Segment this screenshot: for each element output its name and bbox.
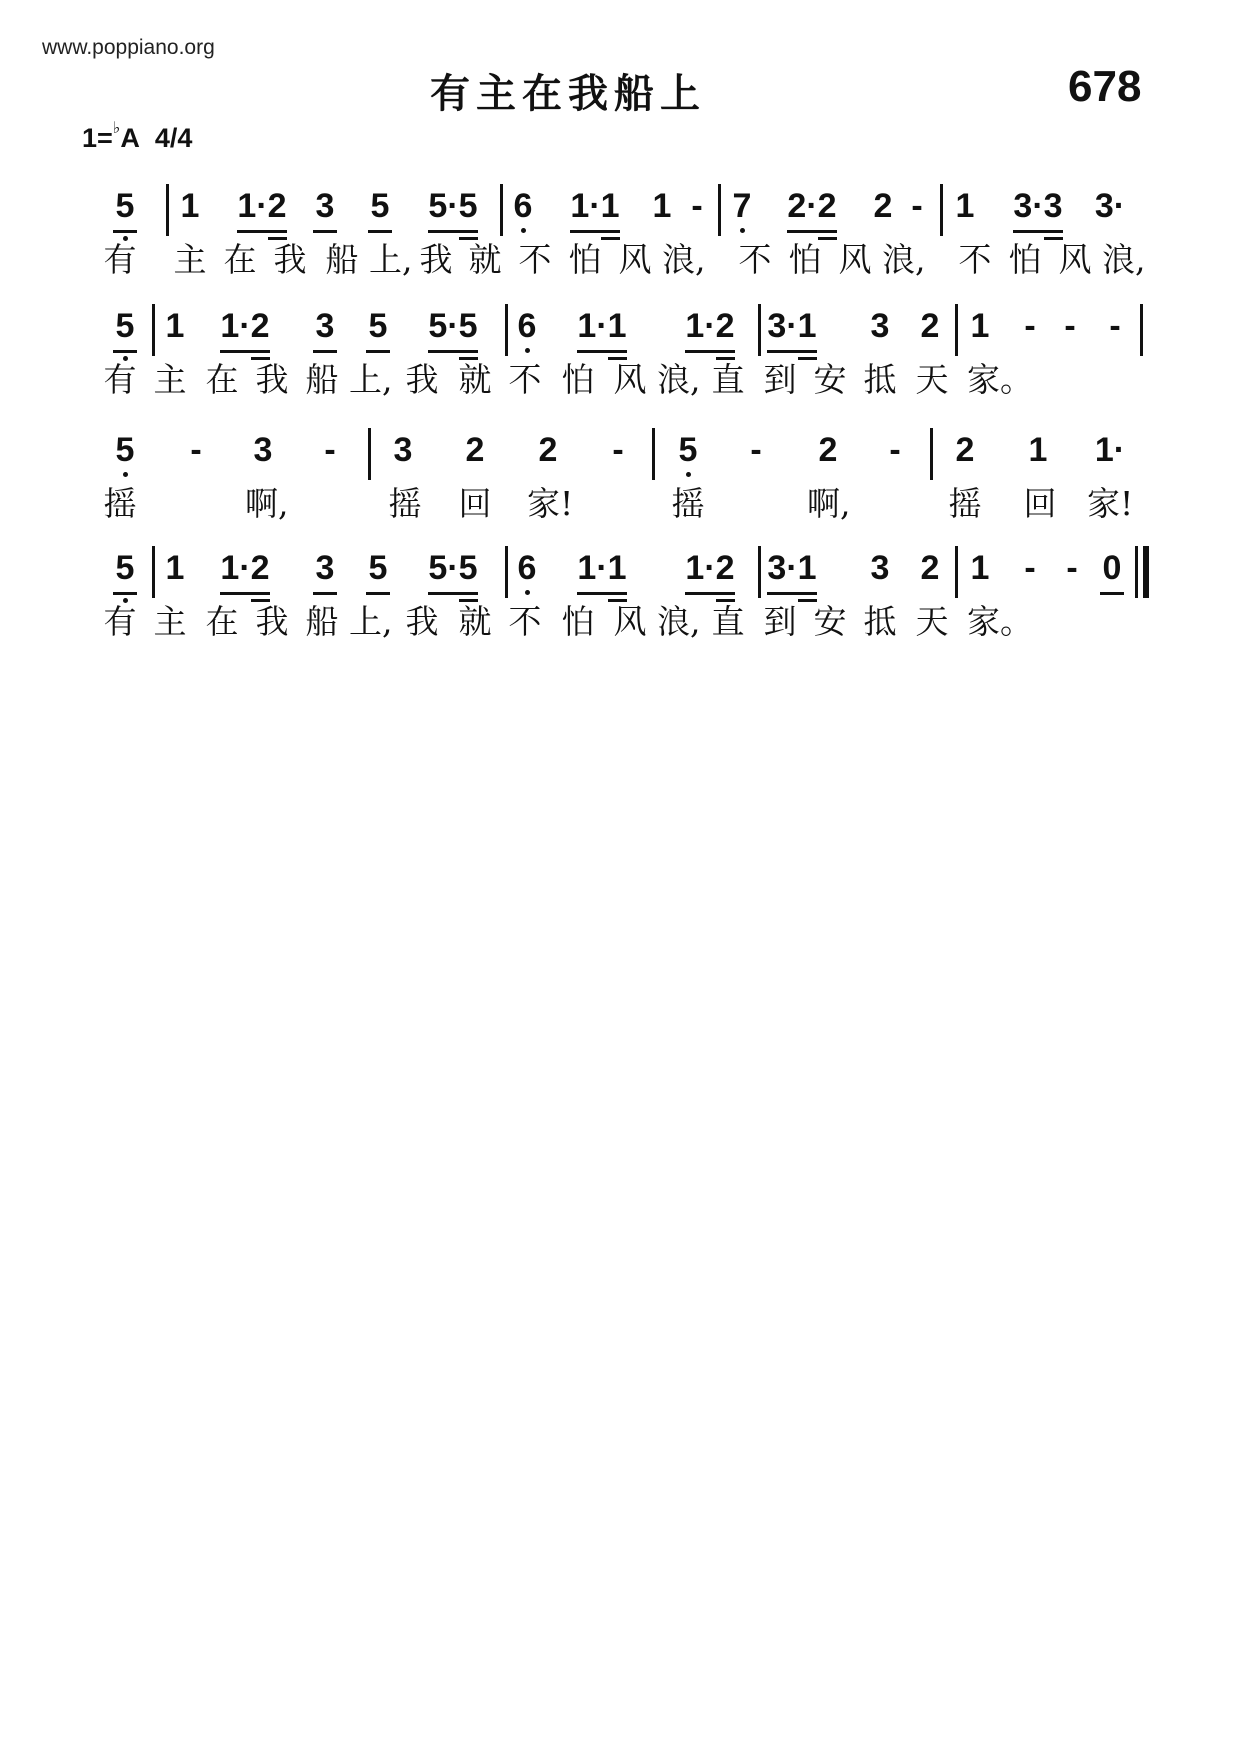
lyric-char: 有 <box>103 240 137 279</box>
note: - <box>1064 307 1076 345</box>
lyric-char: 不 <box>508 360 542 399</box>
note: - <box>1066 549 1078 587</box>
lyric-char: 直 <box>711 602 745 641</box>
note: - <box>612 431 624 469</box>
notation-line <box>0 548 1240 608</box>
lyric-char: 我 <box>255 360 289 399</box>
note: 1 <box>652 187 672 225</box>
lyric-char: 家。 <box>967 602 1033 641</box>
song-title: 有主在我船上 <box>430 70 706 117</box>
lyric-char: 主 <box>153 360 187 399</box>
lyric-char: 安 <box>813 602 847 641</box>
lyric-char: 上, <box>369 240 413 279</box>
note: 1 <box>955 187 975 225</box>
lyric-char: 抵 <box>863 602 897 641</box>
lyric-char: 天 <box>915 360 949 399</box>
lyric-char: 怕 <box>561 360 595 399</box>
final-bar-thick <box>1143 546 1149 598</box>
bar-line <box>930 428 933 480</box>
note: 5 <box>356 306 400 346</box>
lyric-char: 我 <box>255 602 289 641</box>
note: 3· <box>1094 187 1126 225</box>
lyric-char: 回 <box>458 484 492 523</box>
note: 2 <box>955 431 975 469</box>
note: 2·2 <box>777 186 847 226</box>
lyric-char: 直 <box>711 360 745 399</box>
note: 1·1 <box>567 306 637 346</box>
bar-line <box>152 304 155 356</box>
lyric-char: 有 <box>103 360 137 399</box>
bar-line <box>1140 304 1143 356</box>
note: 5 <box>666 430 710 470</box>
lyric-char: 天 <box>915 602 949 641</box>
lyric-char: 摇 <box>388 484 422 523</box>
note: 5 <box>103 430 147 470</box>
note: 3 <box>870 307 890 345</box>
lyric-line <box>0 238 1240 288</box>
lyric-char: 我 <box>405 602 439 641</box>
lyric-char: 有 <box>103 602 137 641</box>
lyric-char: 怕 <box>561 602 595 641</box>
lyric-char: 到 <box>763 602 797 641</box>
lyric-char: 到 <box>763 360 797 399</box>
lyric-char: 浪, <box>657 360 701 399</box>
lyric-char: 在 <box>205 360 239 399</box>
note: - <box>889 431 901 469</box>
lyric-char: 风 <box>838 240 872 279</box>
note: 5·5 <box>418 186 488 226</box>
note: 6 <box>505 548 549 588</box>
key-signature <box>82 122 192 154</box>
lyric-char: 主 <box>153 602 187 641</box>
note: 1·2 <box>210 548 280 588</box>
lyric-char: 风 <box>1058 240 1092 279</box>
notation-line <box>0 430 1240 490</box>
note: 2 <box>818 431 838 469</box>
lyric-char: 不 <box>958 240 992 279</box>
note: - <box>691 187 703 225</box>
lyric-char: 风 <box>618 240 652 279</box>
lyric-char: 家! <box>527 484 574 523</box>
note: 6 <box>505 306 549 346</box>
bar-line <box>652 428 655 480</box>
time-signature: 4/4 <box>154 123 193 153</box>
note: 1·2 <box>675 306 745 346</box>
bar-line <box>718 184 721 236</box>
note: - <box>911 187 923 225</box>
lyric-char: 怕 <box>788 240 822 279</box>
lyric-char: 我 <box>419 240 453 279</box>
lyric-char: 啊, <box>245 484 289 523</box>
note: - <box>190 431 202 469</box>
note: 3 <box>253 431 273 469</box>
lyric-line <box>0 482 1240 532</box>
note: 3·3 <box>1003 186 1073 226</box>
note: 3 <box>303 186 347 226</box>
note: 5·5 <box>418 548 488 588</box>
note: - <box>324 431 336 469</box>
note: 1 <box>180 187 200 225</box>
note: 0 <box>1090 548 1134 588</box>
lyric-char: 回 <box>1023 484 1057 523</box>
lyric-char: 风 <box>613 602 647 641</box>
bar-line <box>758 546 761 598</box>
note: 1·1 <box>560 186 630 226</box>
bar-line <box>955 546 958 598</box>
note: 5 <box>356 548 400 588</box>
lyric-char: 浪, <box>1102 240 1146 279</box>
lyric-char: 风 <box>613 360 647 399</box>
note: - <box>1024 307 1036 345</box>
lyric-line <box>0 358 1240 408</box>
note: 3 <box>870 549 890 587</box>
note: 1· <box>1094 431 1126 469</box>
bar-line <box>500 184 503 236</box>
note: 1·2 <box>227 186 297 226</box>
lyric-char: 在 <box>205 602 239 641</box>
lyric-char: 船 <box>305 360 339 399</box>
bar-line <box>955 304 958 356</box>
note: 1 <box>970 549 990 587</box>
note: 5 <box>103 548 147 588</box>
bar-line <box>505 546 508 598</box>
note: 1 <box>165 307 185 345</box>
note: 2 <box>873 187 893 225</box>
lyric-char: 在 <box>223 240 257 279</box>
lyric-char: 摇 <box>103 484 137 523</box>
lyric-line <box>0 600 1240 650</box>
note: 3 <box>303 548 347 588</box>
hymn-number: 678 <box>1068 62 1142 111</box>
bar-line <box>368 428 371 480</box>
note: 1·2 <box>675 548 745 588</box>
flat-sign: ♭ <box>112 120 121 137</box>
note: 1 <box>970 307 990 345</box>
bar-line <box>152 546 155 598</box>
bar-line <box>166 184 169 236</box>
bar-line <box>940 184 943 236</box>
lyric-char: 船 <box>325 240 359 279</box>
note: 5 <box>103 306 147 346</box>
lyric-char: 浪, <box>662 240 706 279</box>
note: 5·5 <box>418 306 488 346</box>
note: - <box>1109 307 1121 345</box>
notation-line <box>0 186 1240 246</box>
lyric-char: 家! <box>1087 484 1134 523</box>
note: 5 <box>358 186 402 226</box>
lyric-char: 就 <box>458 360 492 399</box>
lyric-char: 抵 <box>863 360 897 399</box>
lyric-char: 浪, <box>657 602 701 641</box>
note: 1 <box>165 549 185 587</box>
note: 6 <box>501 186 545 226</box>
site-watermark: www.poppiano.org <box>42 36 215 59</box>
lyric-char: 不 <box>518 240 552 279</box>
lyric-char: 怕 <box>568 240 602 279</box>
note: 3 <box>303 306 347 346</box>
final-bar-thin <box>1135 546 1138 598</box>
notation-line <box>0 306 1240 366</box>
note: 1 <box>1028 431 1048 469</box>
lyric-char: 就 <box>458 602 492 641</box>
lyric-char: 摇 <box>671 484 705 523</box>
note: 2 <box>920 307 940 345</box>
note: 3 <box>393 431 413 469</box>
lyric-char: 我 <box>405 360 439 399</box>
key-note: A <box>120 123 140 153</box>
note: 7 <box>720 186 764 226</box>
note: 3·1 <box>757 548 827 588</box>
note: - <box>750 431 762 469</box>
note: 1·2 <box>210 306 280 346</box>
bar-line <box>505 304 508 356</box>
lyric-char: 啊, <box>807 484 851 523</box>
key-prefix: 1= <box>82 123 113 153</box>
lyric-char: 不 <box>508 602 542 641</box>
lyric-char: 安 <box>813 360 847 399</box>
lyric-char: 上, <box>349 360 393 399</box>
lyric-char: 不 <box>738 240 772 279</box>
lyric-char: 船 <box>305 602 339 641</box>
bar-line <box>758 304 761 356</box>
note: - <box>1024 549 1036 587</box>
lyric-char: 就 <box>468 240 502 279</box>
lyric-char: 摇 <box>948 484 982 523</box>
lyric-char: 我 <box>273 240 307 279</box>
lyric-char: 主 <box>173 240 207 279</box>
lyric-char: 浪, <box>882 240 926 279</box>
lyric-char: 怕 <box>1008 240 1042 279</box>
lyric-char: 上, <box>349 602 393 641</box>
note: 2 <box>920 549 940 587</box>
note: 5 <box>103 186 147 226</box>
note: 2 <box>465 431 485 469</box>
lyric-char: 家。 <box>967 360 1033 399</box>
note: 3·1 <box>757 306 827 346</box>
note: 1·1 <box>567 548 637 588</box>
note: 2 <box>538 431 558 469</box>
